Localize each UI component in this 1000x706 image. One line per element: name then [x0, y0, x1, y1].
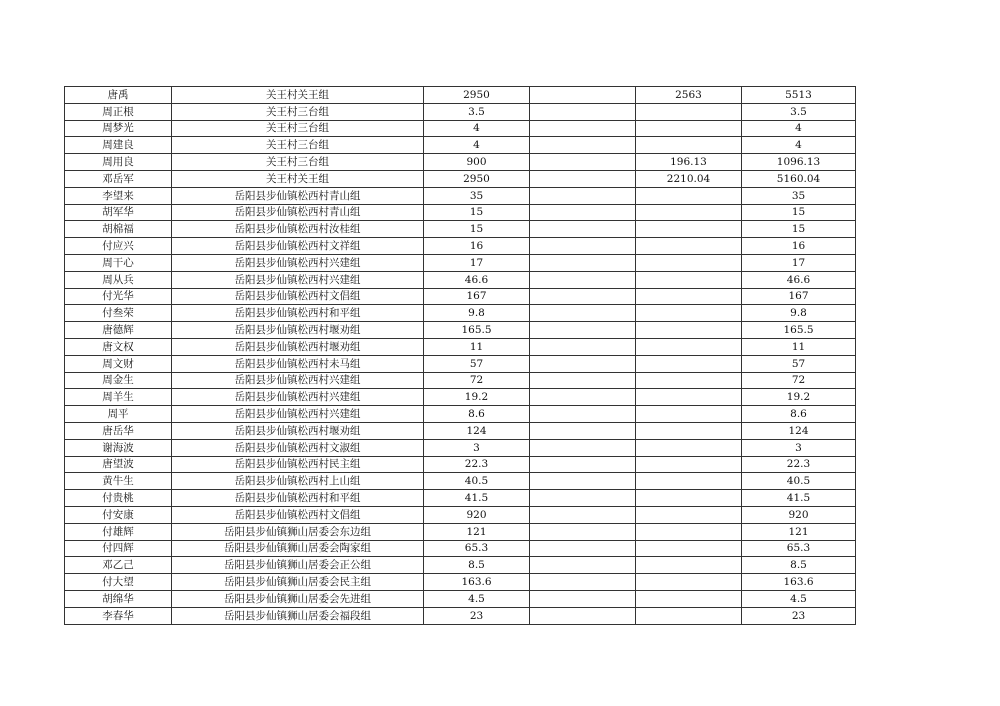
cell-name: 邓岳军 [65, 170, 172, 187]
cell-total: 40.5 [742, 473, 856, 490]
cell-name: 唐德辉 [65, 322, 172, 339]
cell-amount-a: 15 [424, 204, 530, 221]
cell-total: 11 [742, 338, 856, 355]
cell-name: 谢海波 [65, 439, 172, 456]
cell-amount-a: 4.5 [424, 590, 530, 607]
cell-amount-c [636, 422, 742, 439]
cell-name: 付四辉 [65, 540, 172, 557]
cell-amount-c [636, 372, 742, 389]
cell-total: 920 [742, 506, 856, 523]
cell-amount-c [636, 103, 742, 120]
cell-total: 8.6 [742, 406, 856, 423]
cell-amount-b [530, 372, 636, 389]
cell-total: 4 [742, 120, 856, 137]
cell-amount-c [636, 456, 742, 473]
cell-address: 岳阳县步仙镇松西村兴建组 [172, 271, 424, 288]
cell-address: 岳阳县步仙镇松西村文淑组 [172, 439, 424, 456]
cell-total: 163.6 [742, 574, 856, 591]
cell-amount-c [636, 473, 742, 490]
cell-total: 19.2 [742, 389, 856, 406]
cell-total: 167 [742, 288, 856, 305]
cell-total: 8.5 [742, 557, 856, 574]
cell-name: 周羊生 [65, 389, 172, 406]
cell-total: 72 [742, 372, 856, 389]
cell-amount-a: 11 [424, 338, 530, 355]
table-row [65, 574, 856, 591]
cell-name: 周梦光 [65, 120, 172, 137]
cell-amount-a: 900 [424, 154, 530, 171]
cell-amount-b [530, 355, 636, 372]
cell-address: 岳阳县步仙镇松西村文倡组 [172, 288, 424, 305]
table-row [65, 87, 856, 104]
table-row [65, 490, 856, 507]
cell-amount-b [530, 506, 636, 523]
cell-amount-a: 9.8 [424, 305, 530, 322]
cell-total: 57 [742, 355, 856, 372]
cell-name: 唐望波 [65, 456, 172, 473]
cell-amount-b [530, 271, 636, 288]
cell-amount-b [530, 439, 636, 456]
cell-name: 周干心 [65, 254, 172, 271]
table-row [65, 254, 856, 271]
cell-amount-a: 163.6 [424, 574, 530, 591]
cell-total: 35 [742, 187, 856, 204]
cell-total: 15 [742, 204, 856, 221]
cell-amount-b [530, 103, 636, 120]
cell-total: 17 [742, 254, 856, 271]
cell-amount-c [636, 187, 742, 204]
cell-address: 岳阳县步仙镇狮山居委会陶家组 [172, 540, 424, 557]
cell-name: 邓乙己 [65, 557, 172, 574]
cell-total: 165.5 [742, 322, 856, 339]
cell-amount-a: 8.5 [424, 557, 530, 574]
table-row [65, 406, 856, 423]
cell-total: 124 [742, 422, 856, 439]
cell-name: 李望来 [65, 187, 172, 204]
cell-address: 岳阳县步仙镇松西村堰劝组 [172, 322, 424, 339]
cell-amount-c [636, 406, 742, 423]
cell-amount-c [636, 288, 742, 305]
cell-amount-a: 23 [424, 607, 530, 624]
cell-amount-a: 16 [424, 238, 530, 255]
table-row [65, 322, 856, 339]
cell-amount-b [530, 456, 636, 473]
cell-total: 22.3 [742, 456, 856, 473]
cell-amount-a: 3.5 [424, 103, 530, 120]
cell-amount-a: 4 [424, 120, 530, 137]
table-row [65, 590, 856, 607]
cell-amount-c: 2210.04 [636, 170, 742, 187]
cell-amount-c [636, 305, 742, 322]
table-row [65, 187, 856, 204]
cell-total: 1096.13 [742, 154, 856, 171]
table-row [65, 473, 856, 490]
cell-name: 周文财 [65, 355, 172, 372]
cell-amount-a: 2950 [424, 87, 530, 104]
table-row [65, 288, 856, 305]
cell-name: 周金生 [65, 372, 172, 389]
cell-amount-b [530, 305, 636, 322]
cell-address: 岳阳县步仙镇松西村上山组 [172, 473, 424, 490]
cell-amount-a: 165.5 [424, 322, 530, 339]
cell-address: 关王村关王组 [172, 170, 424, 187]
cell-amount-b [530, 87, 636, 104]
cell-total: 5160.04 [742, 170, 856, 187]
table-row [65, 305, 856, 322]
cell-amount-c [636, 254, 742, 271]
cell-amount-b [530, 254, 636, 271]
cell-address: 岳阳县步仙镇松西村和平组 [172, 490, 424, 507]
cell-amount-a: 35 [424, 187, 530, 204]
cell-address: 岳阳县步仙镇松西村兴建组 [172, 372, 424, 389]
cell-address: 岳阳县步仙镇松西村堰劝组 [172, 338, 424, 355]
cell-address: 关王村三台组 [172, 120, 424, 137]
cell-total: 9.8 [742, 305, 856, 322]
cell-amount-c [636, 221, 742, 238]
table-row [65, 154, 856, 171]
cell-amount-a: 15 [424, 221, 530, 238]
cell-name: 付叁荣 [65, 305, 172, 322]
cell-amount-b [530, 338, 636, 355]
cell-amount-b [530, 422, 636, 439]
cell-amount-c [636, 506, 742, 523]
cell-total: 41.5 [742, 490, 856, 507]
cell-total: 3.5 [742, 103, 856, 120]
cell-name: 胡军华 [65, 204, 172, 221]
cell-amount-b [530, 221, 636, 238]
cell-amount-a: 4 [424, 137, 530, 154]
cell-amount-a: 8.6 [424, 406, 530, 423]
cell-address: 关王村三台组 [172, 103, 424, 120]
cell-address: 岳阳县步仙镇狮山居委会先进组 [172, 590, 424, 607]
cell-address: 岳阳县步仙镇松西村未马组 [172, 355, 424, 372]
table-row [65, 238, 856, 255]
cell-address: 岳阳县步仙镇松西村青山组 [172, 187, 424, 204]
table-row [65, 456, 856, 473]
cell-total: 15 [742, 221, 856, 238]
cell-name: 唐禹 [65, 87, 172, 104]
cell-amount-a: 17 [424, 254, 530, 271]
cell-amount-b [530, 204, 636, 221]
cell-amount-c [636, 238, 742, 255]
table-row [65, 355, 856, 372]
cell-amount-b [530, 406, 636, 423]
cell-total: 16 [742, 238, 856, 255]
cell-name: 周平 [65, 406, 172, 423]
table-row [65, 506, 856, 523]
cell-amount-c [636, 540, 742, 557]
cell-address: 岳阳县步仙镇狮山居委会正公组 [172, 557, 424, 574]
cell-total: 46.6 [742, 271, 856, 288]
cell-address: 岳阳县步仙镇松西村汝桂组 [172, 221, 424, 238]
table-row [65, 204, 856, 221]
cell-amount-a: 40.5 [424, 473, 530, 490]
table-row [65, 271, 856, 288]
cell-name: 付应兴 [65, 238, 172, 255]
cell-address: 岳阳县步仙镇松西村民主组 [172, 456, 424, 473]
cell-name: 黄牛生 [65, 473, 172, 490]
cell-name: 付雄辉 [65, 523, 172, 540]
cell-amount-c: 2563 [636, 87, 742, 104]
cell-amount-a: 72 [424, 372, 530, 389]
table-row [65, 338, 856, 355]
cell-name: 付大望 [65, 574, 172, 591]
cell-amount-b [530, 288, 636, 305]
cell-name: 周正根 [65, 103, 172, 120]
cell-amount-a: 2950 [424, 170, 530, 187]
cell-total: 23 [742, 607, 856, 624]
cell-name: 唐文权 [65, 338, 172, 355]
table-row [65, 557, 856, 574]
cell-total: 4 [742, 137, 856, 154]
cell-amount-a: 22.3 [424, 456, 530, 473]
cell-address: 岳阳县步仙镇松西村兴建组 [172, 406, 424, 423]
cell-amount-c [636, 322, 742, 339]
cell-amount-b [530, 574, 636, 591]
cell-address: 关王村三台组 [172, 154, 424, 171]
cell-amount-c [636, 490, 742, 507]
cell-amount-b [530, 137, 636, 154]
cell-amount-a: 41.5 [424, 490, 530, 507]
table-row [65, 389, 856, 406]
cell-address: 关王村三台组 [172, 137, 424, 154]
cell-name: 胡棉福 [65, 221, 172, 238]
table-row [65, 422, 856, 439]
cell-amount-c [636, 355, 742, 372]
cell-amount-a: 121 [424, 523, 530, 540]
table-row [65, 120, 856, 137]
table-row [65, 372, 856, 389]
table-row [65, 439, 856, 456]
cell-amount-b [530, 590, 636, 607]
cell-total: 121 [742, 523, 856, 540]
cell-amount-b [530, 322, 636, 339]
cell-amount-b [530, 389, 636, 406]
cell-address: 岳阳县步仙镇狮山居委会民主组 [172, 574, 424, 591]
cell-address: 岳阳县步仙镇松西村堰劝组 [172, 422, 424, 439]
cell-amount-a: 3 [424, 439, 530, 456]
cell-amount-a: 19.2 [424, 389, 530, 406]
cell-address: 岳阳县步仙镇狮山居委会福段组 [172, 607, 424, 624]
cell-amount-a: 65.3 [424, 540, 530, 557]
table-row [65, 523, 856, 540]
cell-total: 65.3 [742, 540, 856, 557]
cell-address: 岳阳县步仙镇松西村文祥组 [172, 238, 424, 255]
data-table [64, 86, 856, 625]
cell-name: 付光华 [65, 288, 172, 305]
cell-amount-b [530, 490, 636, 507]
cell-total: 3 [742, 439, 856, 456]
cell-total: 4.5 [742, 590, 856, 607]
cell-amount-b [530, 120, 636, 137]
cell-address: 岳阳县步仙镇狮山居委会东边组 [172, 523, 424, 540]
table-row [65, 170, 856, 187]
cell-amount-a: 167 [424, 288, 530, 305]
cell-amount-c [636, 439, 742, 456]
cell-amount-a: 920 [424, 506, 530, 523]
cell-amount-c [636, 338, 742, 355]
cell-amount-c [636, 557, 742, 574]
cell-amount-b [530, 170, 636, 187]
cell-name: 李春华 [65, 607, 172, 624]
cell-amount-c [636, 574, 742, 591]
cell-amount-b [530, 523, 636, 540]
cell-amount-b [530, 607, 636, 624]
cell-amount-c [636, 271, 742, 288]
cell-address: 岳阳县步仙镇松西村兴建组 [172, 389, 424, 406]
cell-amount-b [530, 187, 636, 204]
cell-amount-b [530, 540, 636, 557]
cell-amount-c [636, 120, 742, 137]
cell-address: 岳阳县步仙镇松西村文倡组 [172, 506, 424, 523]
cell-amount-b [530, 473, 636, 490]
cell-address: 岳阳县步仙镇松西村和平组 [172, 305, 424, 322]
cell-address: 关王村关王组 [172, 87, 424, 104]
cell-amount-c [636, 523, 742, 540]
table-body [65, 87, 856, 625]
cell-name: 付安康 [65, 506, 172, 523]
table-row [65, 221, 856, 238]
cell-amount-c [636, 137, 742, 154]
table-row [65, 540, 856, 557]
cell-name: 胡绵华 [65, 590, 172, 607]
cell-name: 周从兵 [65, 271, 172, 288]
cell-address: 岳阳县步仙镇松西村青山组 [172, 204, 424, 221]
cell-amount-c [636, 607, 742, 624]
cell-address: 岳阳县步仙镇松西村兴建组 [172, 254, 424, 271]
cell-name: 周用良 [65, 154, 172, 171]
cell-total: 5513 [742, 87, 856, 104]
cell-amount-b [530, 238, 636, 255]
table-row [65, 137, 856, 154]
cell-amount-a: 57 [424, 355, 530, 372]
cell-amount-c: 196.13 [636, 154, 742, 171]
cell-amount-a: 46.6 [424, 271, 530, 288]
table-row [65, 103, 856, 120]
cell-amount-b [530, 557, 636, 574]
table-row [65, 607, 856, 624]
cell-name: 周建良 [65, 137, 172, 154]
cell-name: 付贵桃 [65, 490, 172, 507]
cell-amount-a: 124 [424, 422, 530, 439]
cell-amount-b [530, 154, 636, 171]
cell-name: 唐岳华 [65, 422, 172, 439]
cell-amount-c [636, 204, 742, 221]
cell-amount-c [636, 590, 742, 607]
cell-amount-c [636, 389, 742, 406]
